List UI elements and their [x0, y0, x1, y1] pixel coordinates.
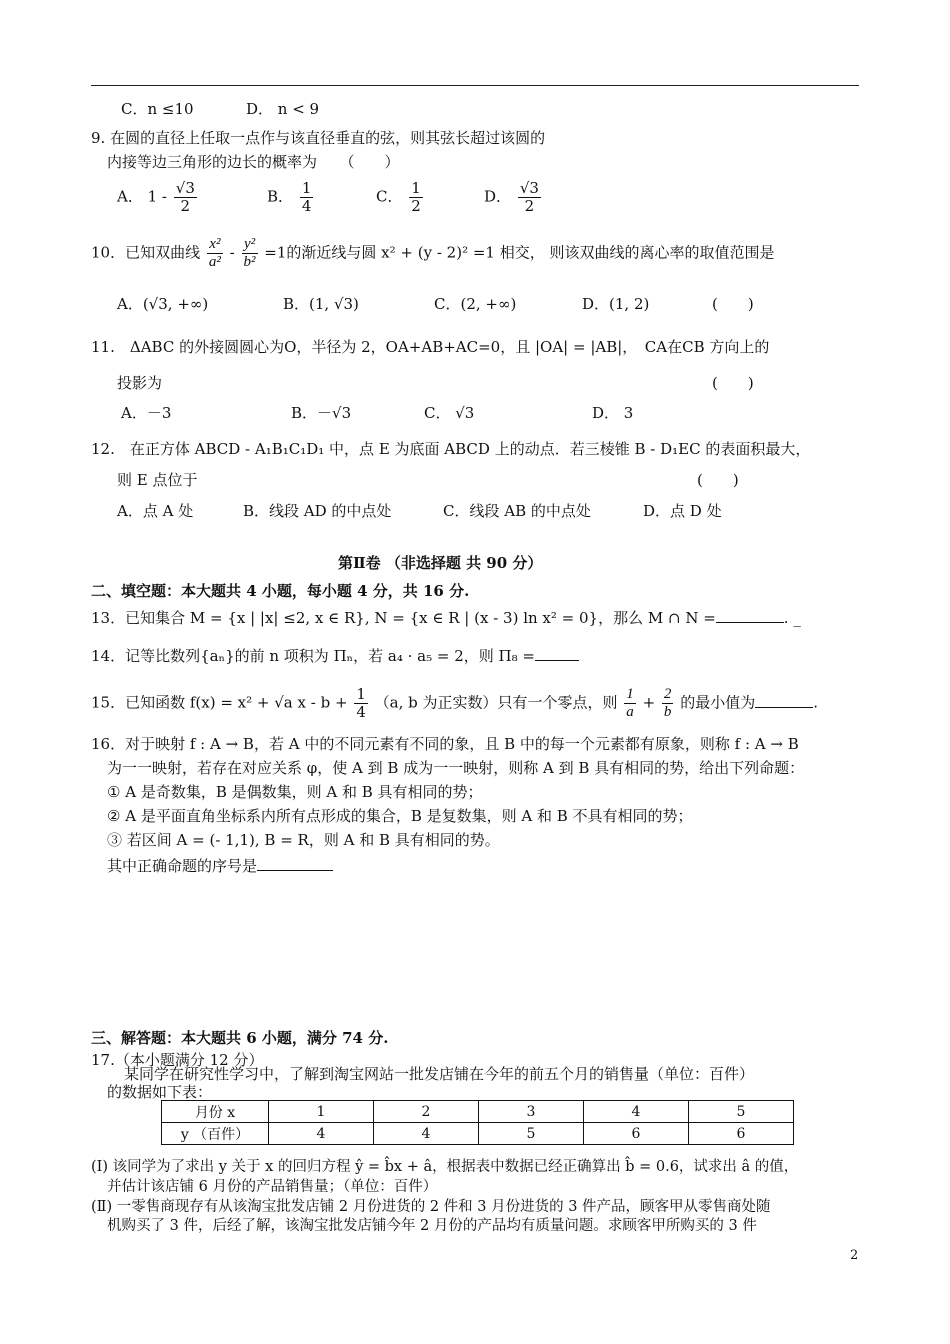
- section2-header: 二、填空题：本大题共 4 小题，每小题 4 分，共 16 分.: [91, 582, 470, 600]
- table-row-header: 月份 x: [162, 1101, 269, 1123]
- section3-header: 三、解答题：本大题共 6 小题，满分 74 分.: [91, 1029, 389, 1047]
- q17-line1: 某同学在研究性学习中，了解到淘宝网站一批发店铺在今年的前五个月的销售量（单位：百件）: [124, 1065, 755, 1083]
- q9-option-d: D． $\frac{√3}{2}$: [484, 179, 539, 215]
- q12-option-d: D．点 D 处: [643, 502, 722, 520]
- q16-line1: 16．对于映射 f : A → B，若 A 中的不同元素有不同的象，且 B 中的每一个元素都有原象，则称 f : A → B: [91, 735, 799, 753]
- table-cell: 5: [689, 1101, 794, 1123]
- q10-answer-paren: ( ): [712, 295, 754, 313]
- q9-line1: 9. 在圆的直径上任取一点作与该直径垂直的弦，则其弦长超过该圆的: [91, 129, 546, 147]
- q12-line2: 则 E 点位于: [117, 471, 198, 489]
- q17-part1-line1: (Ⅰ) 该同学为了求出 y 关于 x 的回归方程 ŷ = b̂x + â，根据表中数据已经正确算出 b̂ = 0.6，试求出 â 的值，: [91, 1159, 799, 1175]
- q11-option-c: C． √3: [424, 404, 475, 422]
- table-cell: 1: [269, 1101, 374, 1123]
- header-rule: [91, 85, 859, 86]
- q8-option-c: C．n ≤10: [121, 100, 194, 118]
- q14-stem: 14．记等比数列{aₙ}的前 n 项积为 Πₙ，若 a₄ · a₅ = 2，则 Π₈ =: [91, 645, 579, 666]
- q16-item2: ② A 是平面直角坐标系内所有点形成的集合，B 是复数集，则 A 和 B 不具有相同的势；: [107, 807, 693, 825]
- table-cell: 4: [584, 1101, 689, 1123]
- part2-title: 第Ⅱ卷 （非选择题 共 90 分）: [338, 554, 543, 572]
- q11-answer-paren: ( ): [712, 374, 754, 392]
- q16-answer-line: 其中正确命题的序号是: [107, 855, 333, 876]
- q17-title: 17.（本小题满分 12 分）: [91, 1051, 264, 1069]
- q17-part2-line1: (Ⅱ) 一零售商现存有从该淘宝批发店铺 2 月份进货的 2 件和 3 月份进货的 3 件产品，顾客甲从零售商处随: [91, 1199, 771, 1215]
- table-cell: 5: [479, 1123, 584, 1145]
- q12-answer-paren: ( ): [697, 471, 739, 489]
- table-cell: 2: [374, 1101, 479, 1123]
- q17-part2-line2: 机购买了 3 件，后经了解，该淘宝批发店铺今年 2 月份的产品均有质量问题。求顾客甲所购买的 3 件: [107, 1218, 757, 1234]
- q12-option-a: A．点 A 处: [117, 502, 194, 520]
- q11-option-a: A．－3: [121, 404, 172, 422]
- q11-option-b: B．－√3: [291, 404, 352, 422]
- q10-option-b: B．(1, √3): [283, 295, 359, 313]
- q10-option-a: A．(√3, +∞): [117, 295, 209, 313]
- q12-option-b: B．线段 AD 的中点处: [243, 502, 392, 520]
- table-cell: 3: [479, 1101, 584, 1123]
- q16-item3: ③ 若区间 A = (- 1,1), B = R，则 A 和 B 具有相同的势。: [107, 831, 500, 849]
- table-row: [162, 1101, 794, 1123]
- page-number: 2: [850, 1248, 859, 1263]
- q8-option-d: D． n < 9: [246, 100, 320, 118]
- q17-part1-line2: 并估计该店铺 6 月份的产品销售量；（单位：百件）: [107, 1179, 438, 1195]
- table-row: [162, 1123, 794, 1145]
- table-row-header: y （百件）: [162, 1123, 269, 1145]
- q11-line2: 投影为: [117, 374, 163, 392]
- q10-option-d: D．(1, 2): [582, 295, 650, 313]
- q9-option-c: C． $\frac{1}{2}$: [376, 179, 421, 215]
- q13-stem: 13．已知集合 M = {x | |x| ≤2, x ∈ R}, N = {x ∈ R | (x - 3) ln x² = 0}，那么 M ∩ N = . _: [91, 609, 801, 627]
- q9-option-b: B． $\frac{1}{4}$: [267, 179, 312, 215]
- table-cell: 6: [689, 1123, 794, 1145]
- q10-option-c: C．(2, +∞): [434, 295, 517, 313]
- table-cell: 6: [584, 1123, 689, 1145]
- q16-line2: 为一一映射，若存在对应关系 φ，使 A 到 B 成为一一映射，则称 A 到 B 具有相同的势，给出下列命题：: [107, 759, 805, 777]
- q11-line1: 11. ΔABC 的外接圆圆心为O，半径为 2，OA+AB+AC=0，且 |OA| = |AB|， CA在CB 方向上的: [91, 338, 770, 356]
- q10-stem: 10．已知双曲线 $\frac{\text{x²}}{\text{a²}}$ - $\frac{\text{y²}}{\text{b²}}$ =1的渐近线与圆 x² + (y - 2)² =1 相交， 则该双曲线的离心率的取值范围是: [91, 236, 775, 270]
- q11-option-d: D． 3: [592, 404, 634, 422]
- q15-stem: 15．已知函数 f(x) = x² + √a x - b + $\frac{1}{4}$ （a, b 为正实数）只有一个零点，则 $\frac{1}{a}$ + $\frac{2}{b}$ 的最小值为 .: [91, 685, 818, 721]
- q16-item1: ① A 是奇数集，B 是偶数集，则 A 和 B 具有相同的势；: [107, 783, 483, 801]
- table-cell: 4: [374, 1123, 479, 1145]
- q9-option-a: A． 1 - $\frac{√3}{2}$: [117, 179, 195, 215]
- table-cell: 4: [269, 1123, 374, 1145]
- sales-table: [161, 1100, 794, 1145]
- q9-line2: 内接等边三角形的边长的概率为 （ ）: [107, 153, 400, 171]
- q17-line2: 的数据如下表：: [107, 1083, 213, 1101]
- q12-line1: 12. 在正方体 ABCD - A₁B₁C₁D₁ 中，点 E 为底面 ABCD 上的动点．若三棱锥 B - D₁EC 的表面积最大，: [91, 440, 811, 458]
- q12-option-c: C．线段 AB 的中点处: [443, 502, 591, 520]
